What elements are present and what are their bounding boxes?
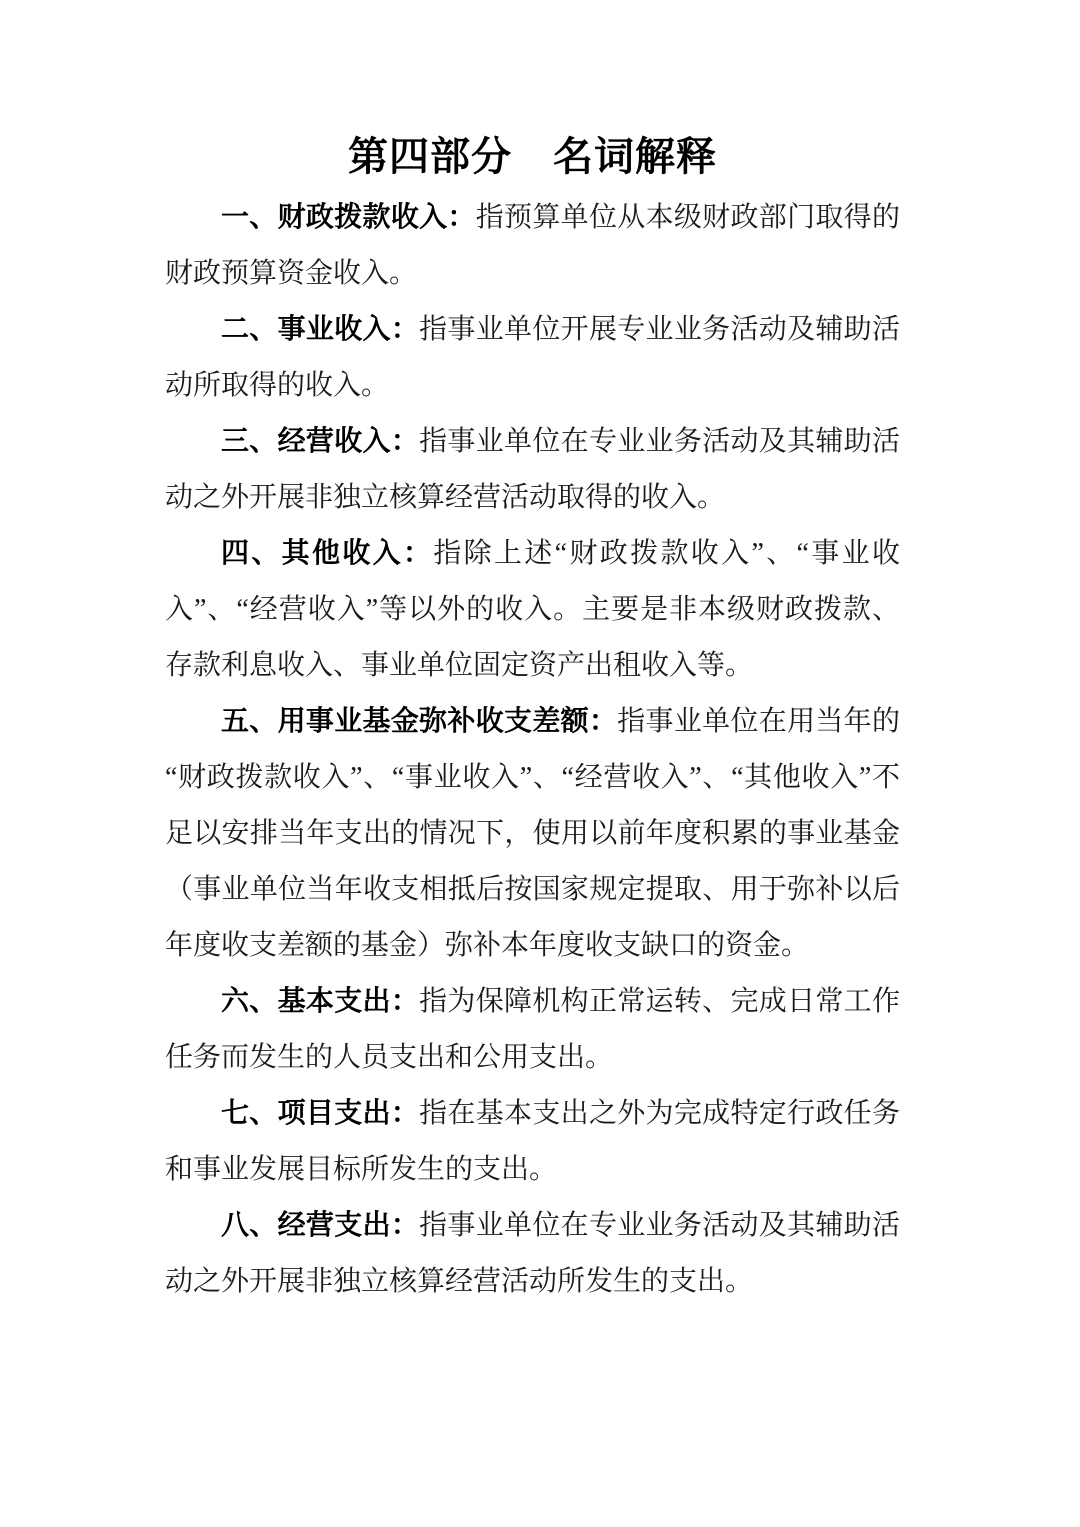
term-definition: 指预算单位从本级财政部门取得的财政预算资金收入。 (165, 202, 900, 289)
page-title: 第四部分 名词解释 (348, 135, 717, 179)
term-definition: 指事业单位在专业业务活动及其辅助活动之外开展非独立核算经营活动所发生的支出。 (165, 1210, 900, 1297)
term-paragraph-2 (165, 302, 900, 414)
term-paragraph-6 (165, 974, 900, 1086)
term-label: 七、项目支出： (221, 1098, 420, 1129)
term-label: 八、经营支出： (221, 1210, 420, 1241)
term-definition: 指事业单位在用当年的“财政拨款收入”、“事业收入”、“经营收入”、“其他收入”不足以安排当年支出的情况下，使用以前年度积累的事业基金（事业单位当年收支相抵后按国家规定提取、用于弥补以后年度收支差额的基金）弥补本年度收支缺口的资金。 (165, 706, 900, 961)
term-paragraph-3 (165, 414, 900, 526)
term-paragraph-4 (165, 526, 900, 694)
term-definition: 指事业单位开展专业业务活动及辅助活动所取得的收入。 (165, 314, 900, 401)
term-definition: 指除上述“财政拨款收入”、“事业收入”、“经营收入”等以外的收入。主要是非本级财政拨款、存款利息收入、事业单位固定资产出租收入等。 (165, 538, 900, 681)
term-label: 六、基本支出： (221, 986, 420, 1017)
term-paragraph-5 (165, 694, 900, 974)
document-body (165, 127, 900, 1310)
term-label: 二、事业收入： (221, 314, 420, 345)
term-definition: 指为保障机构正常运转、完成日常工作任务而发生的人员支出和公用支出。 (165, 986, 900, 1073)
term-label: 三、经营收入： (221, 426, 420, 457)
term-paragraph-7 (165, 1086, 900, 1198)
term-label: 四、其他收入： (221, 538, 434, 569)
term-definition: 指事业单位在专业业务活动及其辅助活动之外开展非独立核算经营活动取得的收入。 (165, 426, 900, 513)
term-paragraph-8 (165, 1198, 900, 1310)
term-paragraph-1 (165, 190, 900, 302)
term-label: 五、用事业基金弥补收支差额： (221, 706, 618, 737)
term-definition: 指在基本支出之外为完成特定行政任务和事业发展目标所发生的支出。 (165, 1098, 900, 1185)
term-label: 一、财政拨款收入： (221, 202, 476, 233)
